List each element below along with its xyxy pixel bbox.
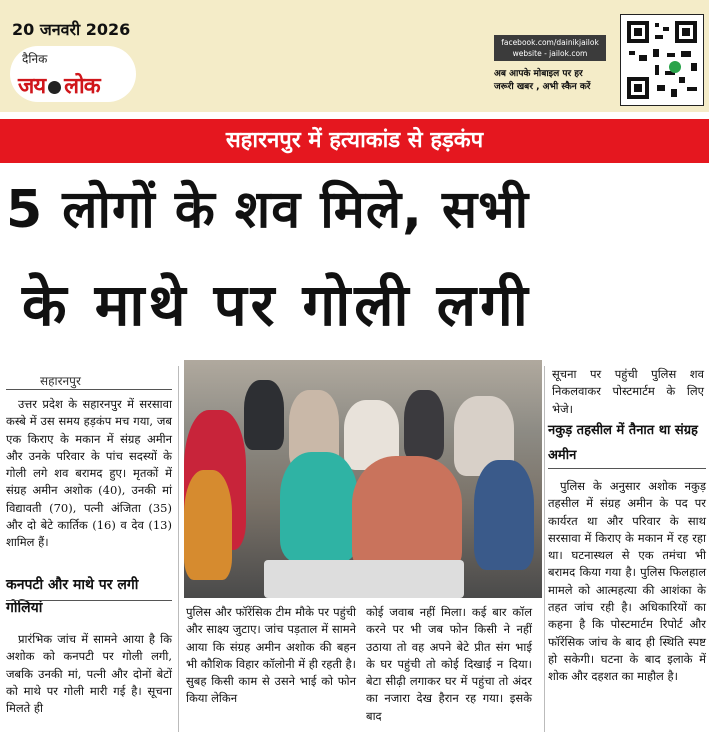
banner-title: सहारनपुर में हत्याकांड से हड़कंप bbox=[225, 128, 484, 153]
article-paragraph bbox=[6, 396, 172, 552]
brand-right: लोक bbox=[64, 73, 100, 99]
dateline: सहारनपुर bbox=[40, 374, 81, 388]
website-link[interactable]: website - jailok.com bbox=[512, 49, 588, 58]
article-paragraph bbox=[186, 604, 356, 708]
news-photo bbox=[184, 360, 542, 598]
column-divider bbox=[544, 366, 545, 732]
article-paragraph bbox=[366, 604, 532, 725]
article-paragraph bbox=[552, 366, 704, 418]
subheading: नकुड़ तहसील में तैनात था संग्रह अमीन bbox=[548, 423, 698, 463]
facebook-link[interactable]: facebook.com/dainikjailok bbox=[501, 38, 599, 47]
globe-logo-icon bbox=[48, 81, 61, 94]
qr-code-icon[interactable] bbox=[620, 14, 704, 106]
paragraph-text: पुलिस और फॉरेंसिक टीम मौके पर पहुंची और साक्ष्य जुटाए। जांच पड़ताल में सामने आया कि संग्रह अमीन अशोक की बहन भी कौशिक विहार कॉलोनी में ही रहती है। सुबह किसी काम से उसने भाई को फोन किया लेकिन bbox=[186, 605, 356, 706]
brand-prefix: दैनिक bbox=[22, 52, 48, 66]
paragraph-text: प्रारंभिक जांच में सामने आया है कि अशोक को कनपटी पर गोली लगी, जबकि उनकी मां, पत्नी और दोनों बेटों को माथे पर गोली मारी गई है। सूचना मिलते ही bbox=[6, 632, 172, 716]
paragraph-text: उत्तर प्रदेश के सहारनपुर में सरसावा कस्बे में उस समय हड़कंप मच गया, जब एक किराए के मकान में संग्रह अमीन और उनके परिवार के पांच सदस्यों के गोली लगे शव बरामद हुए। मृतकों में संग्रह अमीन अशोक (40), उनकी मां विद्यावती (70), पत्नी अंजिता (35) और दो बेटे कार्तिक (16) व देव (13) शामिल हैं। bbox=[6, 397, 172, 550]
brand-left: जय bbox=[18, 73, 46, 99]
paragraph-text: पुलिस के अनुसार अशोक नकुड़ तहसील में संग्रह अमीन के पद पर कार्यरत था और परिवार के साथ सरसावा में किराए के मकान में रह रहा था। घटनास्थल से एक तमंचा भी बरामद किया गया है। पुलिस फिलहाल मामले को आत्महत्या की आशंका के तहत जांच रही है। अधिकारियों का कहना है कि पोस्टमार्टम रिपोर्ट और फॉरेंसिक जांच के बाद ही स्थिति स्पष्ट हो सकेगी। घटना के बाद इलाके में शोक और दहशत का माहौल है। bbox=[548, 479, 706, 684]
issue-date: 20 जनवरी 2026 bbox=[12, 20, 131, 39]
scan-line-1: अब आपके मोबाइल पर हर bbox=[494, 69, 583, 79]
brand-name bbox=[18, 70, 100, 100]
article-paragraph bbox=[6, 631, 172, 717]
divider bbox=[6, 600, 172, 601]
column-divider bbox=[178, 366, 179, 732]
paragraph-text: सूचना पर पहुंची पुलिस शव निकलवाकर पोस्टमार्टम के लिए भेजे। bbox=[552, 367, 704, 416]
divider bbox=[6, 389, 172, 390]
headline-line-2: के माथे पर गोली लगी bbox=[22, 271, 532, 339]
paragraph-text: कोई जवाब नहीं मिला। कई बार कॉल करने पर भी जब फोन किसी ने नहीं उठाया तो वह अपने बेटे प्रीत संग भाई के घर पहुंची तो कोई दिखाई न दिया। बेटा सीढ़ी लगाकर घर में पहुंचा तो अंदर का नजारा देख हैरान रह गया। इसके बाद bbox=[366, 605, 532, 723]
scan-prompt bbox=[494, 68, 612, 94]
divider bbox=[548, 468, 706, 469]
article-paragraph bbox=[548, 478, 706, 686]
headline-line-1: 5 लोगों के शव मिले, सभी bbox=[6, 180, 530, 240]
scan-line-2: जरूरी खबर , अभी स्कैन करें bbox=[494, 82, 591, 92]
subheading: कनपटी और माथे पर लगी गोलियां bbox=[6, 577, 139, 616]
social-links[interactable] bbox=[494, 35, 606, 61]
